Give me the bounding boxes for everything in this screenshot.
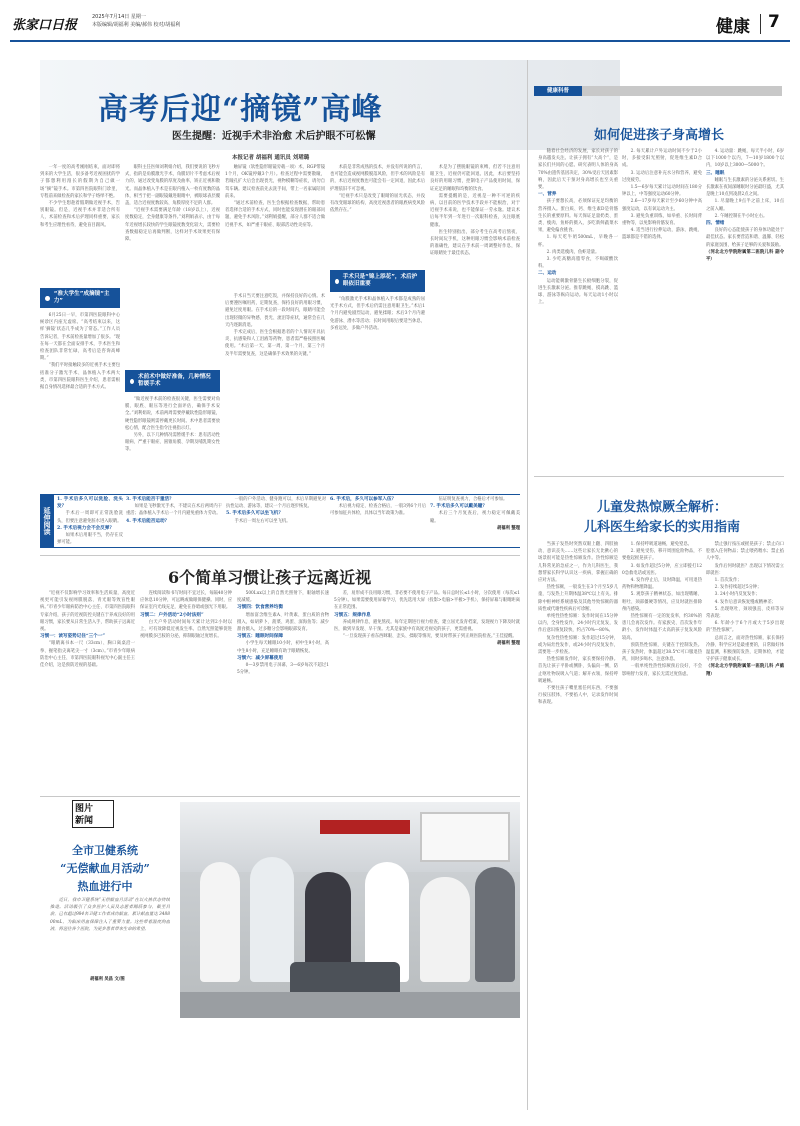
article4-col3: 禁止强行按压或摇晃孩子；禁止向口腔塞入任何物品；禁止喂药喂水；禁止掐人中等。 发作后何时就医？出现以下情况需立即就医： 1. 首次发作； 2. 发作持续超过5分钟； 3. 24小时内反复发作； 4. 发作后意识恢复慢或精神差； 5. 出现呕吐、颈项强直、皮疹等异常表现； 6. 年龄小于6个月或大于5岁出现的“热性惊厥”。 总而言之，面对热性惊厥，家长保持冷静、科学应对是最重要的，日常做好体温监测，积极预防发热，定期体检，才能守护孩子健康成长。 （河北北方学院附属第一医院儿科 卢鹤翔）: [706, 542, 784, 677]
news-label: 图片新闻: [75, 804, 94, 826]
news-label-box: [72, 800, 114, 828]
faq-col-3: 一般的户外活动、健身跑可以，术后早期避免对抗性运动、游泳等，建议一个月后逐步恢复。 5. 手术后多久可以坐飞机？ 手术后一周左右可以坐飞机。: [226, 497, 326, 524]
news-top-rule: [40, 796, 520, 797]
article3-col1: 随着社会经济的发展，家长对孩子的身高越发关注。让孩子拥有“大高个”，是家长们共同的心愿。研究表明人体的身高70%由遗传基因决定，30%受后天因素影响，因此后天干预对身高增长也至关重要。 一、营养 孩子要想长高，必须保证充足均衡的营养摄入。蛋白质、钙、维生素D是骨骼生长的重要原料。每天保证足量奶类、蛋类、瘦肉、鱼虾的摄入，多吃新鲜蔬菜水果，避免偏食挑食。 1. 每天吃牛奶500mL，早晚各一杯。 2. 肉类选瘦肉，鱼虾适量。 3. 少吃高糖高脂零食，不喝碳酸饮料。 二、运动 运动能刺激骨骼生长板细胞分裂，促进生长激素分泌。推荐跳绳、摸高跳、篮球、游泳等纵向运动。每天运动1小时以上。: [538, 149, 618, 306]
article1-subtitle: 医生提醒：近视手术非治愈 术后护眼不可松懈: [172, 131, 376, 142]
article4-col2: 1. 保持呼吸道通畅，避免窒息。 2. 避免受伤，移开周围危险物品，不要抱起摇晃孩子。 3. 如发作超过5分钟，应立即拨打120急救电话或送医。 4. 发作停止后，及时降温，可用退热药物和物理降温。 5. 观察孩子精神状态，如出现嗜睡、呕吐、颈部僵硬等情况，应及时就医排除颅内感染。 热性惊厥有一定的复发率，约30%的患儿会再次发作。有家族史、首次发作年龄小、发作时体温不太高的孩子复发风险较高。 预防热性惊厥，关键在于控制发热。孩子发热时，体温超过38.5℃可口服退热药，同时多喝水，注意休息。 一般单纯性热性惊厥预后良好，不会影响智力发育，家长无需过度焦虑。: [622, 542, 702, 677]
article4-title-line1: 儿童发热惊厥全解析：: [596, 500, 727, 515]
extended-reading-label: 延伸阅读: [40, 494, 54, 548]
article1-title: 高考后迎“摘镜”高峰: [98, 92, 383, 127]
article1-intro: 一年一度的高考刚刚结束，面对即将到来的大学生活，很多备考近视困扰的学子都想利用漫长的假期为自己做一场“摘”镜手术。市第四医院眼科门诊里，专程前来做检查的家长和学子络绎不绝。 不少学生想趁着假期做近视手术，告别眼镜。但是，近视手术并非适合所有人，术前检查和术后护理同样重要，家长和考生应理性看待，避免盲目跟风。: [40, 165, 120, 228]
article4-title-line2: 儿科医生给家长的实用指南: [583, 520, 740, 535]
masthead-divider: [760, 14, 761, 34]
photo-person-1: [200, 862, 240, 982]
newspaper-logo: 张家口日报: [12, 18, 78, 33]
photo-person-6: [475, 867, 515, 982]
article3-title: 如何促进孩子身高增长: [594, 128, 725, 143]
article2-col1: “近视不仅影响学习效率和生活质量，高度近视更可能引发视网膜脱落、青光眼等致盲性眼病。”市青少年眼病防治中心主任、市第四医院眼科专家介绍，孩子的近视防控关键在于养成良好的用眼习惯，家长要从日常生活入手，帮助孩子远离近视。 习惯一：读写姿势记住“三个一” “眼睛离书本一尺（33cm）、胸口离桌沿一拳、握笔指尖离笔尖一寸（3cm）。”市青少年眼病防治中心主任、市第四医院眼科视光中心副主任王佳介绍，这是预防近视的基础。: [40, 591, 135, 669]
article1-heading-3: 手术只是“锦上添花”，术后护眼依旧重要: [330, 270, 425, 292]
photo-person-2: [250, 857, 294, 982]
news-photo: [180, 802, 520, 1018]
article1-col3-body-b: 手术日当天要注意吃饭，并保持良好的心情。术后要遵医嘱用药，定期复查，保持良好的用眼习惯，避免过度用眼。在手术后的一段时间内，眼睛可能会出现轻微的异物感、畏光、流泪等症状，通常会在几天内逐渐消退。 手术完成后，医生会根据患者的个人情况开具抗炎、抗感染和人工泪液等药物，患者需严格按照医嘱使用。“术后第一天、第一周、第一个月、第三个月及半年需要复查，这是确保手术效果的关键。”: [225, 294, 325, 357]
faq-col-2: 3. 手术后能否干重活？ 如果是飞秒激光手术，不建议在术后两周内干重活；晶体植入手术后一个月内避免重体力劳动。 4. 手术后能否运动？: [126, 497, 222, 524]
news-title-line3: 热血进行中: [77, 880, 133, 893]
article2-col2: 连续阅读和书写时间不宜过长，每隔40分钟应休息10分钟，可远眺或做眼保健操。同时，应保证室内光线充足，避免在昏暗或强光下用眼。 习惯二：户外活动“2小时法则” 白天户外活动时间每天累计达到2小时以上，可有效降低近视发生率。自然光照能够促进视网膜多巴胺的分泌，抑制眼轴过度增长。: [140, 591, 232, 640]
article2-col4: 差，易形成不良用眼习惯，非必要不使用电子产品。每日总时长≤1小时，分次使用（每次≤15分钟）。如果需要使用屏幕学习，优先选用大屏（投影>电脑>平板>手机），保持屏幕与眼睛距离在正常范围。 习惯五：规律作息 养成规律作息，避免熬夜。每年定期进行视力检查，建立屈光发育档案，发现视力下降及时就医，做到早发现、早干预。尤其是家族中有高度近视史的孩子，更需重视。 “一旦发现孩子看东西眯眼、歪头、揉眼等情况，要及时带孩子到正规医院检查。”王佳提醒。 胡福利 整理: [334, 591, 520, 647]
masthead-rule: [10, 40, 790, 42]
faq-col-1: 1. 手术后多久可以洗脸、洗头发？ 手术后一周即可正常洗脸洗头，但要注意避免脏水进入眼睛。 2. 手术后视力会不会反弹？ 如果术后用眼不当，仍存在反弹可能。: [57, 497, 123, 546]
article2-top-rule: [40, 555, 520, 556]
article1-col2-body-b: “做近视手术前的检查很关键，医生需要对角膜、眼底、眼压等进行全面评估，确保手术安全。”刘利娟说，术前两周需要停戴软性隐形眼镜，硬性隐形眼镜则需停戴更长时间。术中患者需要放松心情，配合医生指令注视指示灯。 另外，以下几种情况需暂缓手术：患有活动性眼病、严重干眼症、圆锥角膜、孕期及哺乳期女性等。: [125, 397, 220, 453]
news-title-line1: 全市卫健系统: [72, 844, 138, 857]
article1-col4-body: 术前是非常成熟的技术，并没有所说的传言，也可能会造成视网膜脱落风险，但手术的风险是有的，术后近视度数也可能会有一定回退，因此术后护理依旧不可忽视。 “近视手术只是改变了眼睛的屈光状态，并没有改变眼球的结构，高度近视患者的眼底病变风险依然存在。”: [330, 165, 425, 214]
news-body: 近日，我市卫健系统“无偿献血月活动”在以火热状态持续推进。活动吸引了众多医护人员及志愿者踊跃参与，截至目前，已有超过984名卫健工作者成功献血，累计献血量达 348800mL，为临床用血保障注入了重要力量。这些带着温度的血液，将送往各个医院，为更多患者带来生命的希望。: [50, 898, 170, 932]
masthead: [0, 0, 800, 40]
article3-col3: 4. 运动量：跳绳，每天半小时，6岁以下1000个以内，7—10岁1800个以内，10岁以上3000—5000个。 三、睡眠 睡眠与生长激素的分泌关系密切。生长激素在夜间深睡眠时分泌最旺盛，尤其是晚上10点到凌晨2点之间。 1. 尽量晚上9点半之前上床，10点之前入睡。 2. 午睡控制在半小时左右。 四、情绪 良好的心态能使孩子的身体功能处于最佳状态。家长要营造和谐、温馨、轻松的家庭氛围，给孩子足够的关爱和鼓励。 （河北北方学院附属第二医院儿科 副令平）: [706, 149, 784, 263]
article1-col4-body-b: “角膜激光手术和晶体植入手术都是成熟的屈光手术方式，但手术后仍需注意用眼卫生。”术后1个月内避免剧烈运动，避免揉眼；术后3个月内避免游泳、潜水等活动；长时间用眼后要适当休息，多看远处，多做户外活动。: [330, 297, 425, 331]
article1-heading-1: “准大学生”成摘镜“主力”: [40, 288, 120, 308]
faq-col-5: 伍证明复查视力，合格后才可参加。 7. 手术后多久可以戴美瞳？ 术后三个月复查后，视力稳定可佩戴美瞳。 胡福利 整理: [430, 497, 520, 531]
section-title: 健康: [716, 17, 750, 37]
news-credit: 胡福利 吴昌 文/图: [90, 977, 125, 982]
photo-banner: [320, 820, 410, 834]
right-column-divider: [527, 60, 528, 1110]
faq-col-4: 6. 手术后，多久可以参军入伍？ 术后视力稳定、检查合格后，一般3到6个月后可参加征兵体检，具体以当年政策为准。: [330, 497, 426, 517]
article1-col3-body: 触屏镜（软性隐形眼镜旁载一项）术，RGP带镜1个月，OK镜停戴3个月）。检查过程中需要散瞳，若瞳孔扩大后会出现畏光，视物模糊等症状，请勿自驾车辆。建议检查前先去洗手间，带上一名家属陪同前来。 “通过术前检查，医生会根据检查数据，帮助患者选择合适的手术方式，同时也能发现潜在的眼部问题，避免手术风险。”刘利娟提醒，部分人群不适合做近视手术，如严重干眼症、眼部活动性炎症等。: [225, 165, 325, 228]
photo-window: [420, 812, 510, 862]
page-number: 7: [768, 12, 780, 32]
article1-col5-body: 术是为了摆脱眼镜的束缚，但若不注意用眼卫生，近视仍可能回退。因此，术后要坚持良好的用眼习惯，控制电子产品使用时间，保证充足的睡眠和均衡的饮食。 需要提醒的是，近视是一种不可逆的疾病，以目前的医学技术手段并不能根治，对于近视手术来说，也不能保证一劳永逸。建议术后每半年到一年进行一次眼科检查，关注眼底健康。 医生特别指出，部分考生在高考后熬夜、长时间玩手机，这种用眼习惯会影响术前检查的准确性，建议在手术前一周调整好作息，保证眼睛处于最佳状态。: [430, 165, 520, 257]
article2-title: 6个简单习惯让孩子远离近视: [168, 568, 372, 587]
article1-byline: 本报记者 胡福利 通讯员 刘珺璐: [232, 155, 310, 161]
photo-person-5: [420, 877, 470, 982]
article2-col3: 500Lux以上的自然光照射下，眼轴增长速度减缓。 习惯四：饮食营养均衡 增加富含维生素A、叶黄素、蛋白质的食物摄入，如胡萝卜、菠菜、鸡蛋、深海鱼等；减少甜食摄入，过多糖分会影响眼部发育。 习惯五：睡眠时间保障 小学生每天睡眠10小时，初中生9小时，高中生8小时，充足睡眠有助于眼睛恢复。 习惯六：减少屏幕使用 0—3岁禁用电子屏幕，3—6岁每次不超过15分钟。: [237, 591, 329, 676]
photo-floor: [180, 992, 520, 1018]
article1-heading-2: 术前术中做好准备，几种情况暂缓手术: [125, 370, 220, 392]
article3-col2: 2. 每天累计户外运动时间不少于2小时，多接受阳光照射，促进维生素D合成。 3. 运动后注意补充水分和营养，避免过度疲劳。 1.5—6岁每天累计运动时间在180分钟以上，中等强度运动60分钟。 2.6—17岁每天累计至少60分钟中高强度运动，以有氧运动为主。 3. 避免负重训练，如举重、长时间背重物等，以免影响骨骼发育。 4. 适当进行拉伸运动，游泳、跳绳、篮球都是不错的选择。: [622, 149, 702, 241]
article4-top-rule: [534, 476, 784, 477]
edition-credits: 本版编辑/胡福利 美编/郝伟 校对/胡福利: [92, 22, 181, 28]
article1-col2-body: 眼科主任医师刘利娟介绍，我们要说的飞秒方式，指的是角膜激光手术，角膜切片不考虑术后视力的，通过改变角膜的厚度及曲率，矫正近视和散光。而晶体植入手术是在眼内植入一枚有度数的晶体，相当于把一副眼镜戴进眼睛中，被眼球表层覆盖，适合近视度数较高、角膜厚度不足的人群。 “近视手术需要满足年龄（18岁以上），近视度数稳定，全身健康等条件。”刘利娟表示，由于每年近视增长较快的学生眼镜度数变化较大，需要检查数据稳定后再做判断，这样对手术效果更有保障。: [125, 165, 220, 243]
column-bar: [534, 86, 782, 96]
column-bar-label: 健康科普: [534, 86, 582, 96]
article4-col1: 当孩子发热时突然双眼上翻、四肢抽动、意识丧失……这些让家长无比揪心的场景很可能是热性惊厥发作。热性惊厥是儿科常见的急症之一，作为儿科医生，我想帮家长科学认识这一疾病，掌握正确的应对方法。 热性惊厥，一般发生在3个月至5岁儿童，与发热上升期体温38℃以上有关。排除中枢神经系统感染及其他导致惊厥的器质性或代谢性疾病后可诊断。 单纯性热性惊厥：发作时间在15分钟以内，全身性发作，24小时内无复发，发作后意识恢复较快，约占70%—80%。 复杂性热性惊厥：发作超过15分钟，或为局灶性发作，或24小时内反复发作，需要进一步检查。 热性惊厥发作时，家长要保持冷静。首先让孩子平卧或侧卧，头偏向一侧，防止呕吐物误吸入气道；解开衣领，保持呼吸通畅。 不要往孩子嘴里塞任何东西，不要强行按压肢体，不要掐人中，记录发作时间和表现。: [538, 542, 618, 706]
issue-date: 2025年7月14日 星期一: [92, 14, 146, 20]
article1-col1-body: 6月25日一早，市第四医院眼科中心候诊区内座无虚席。“高考结束以来，这样‘摘镜’状态几乎成为了常态。”工作人员告诉记者，手术前检查量增加了很多。“现在每一天都在全面安排手术，手术医生和检查团队非常忙碌，高考后是咨询高峰期。” “我们平时接触较多的近视手术主要包括准分子激光手术、晶体植入手术两大类，市第四医院眼科医生介绍，患者需根据自身情况选择最合适的手术方式。: [40, 313, 120, 391]
news-title-line2: “无偿献血月活动”: [60, 862, 150, 875]
